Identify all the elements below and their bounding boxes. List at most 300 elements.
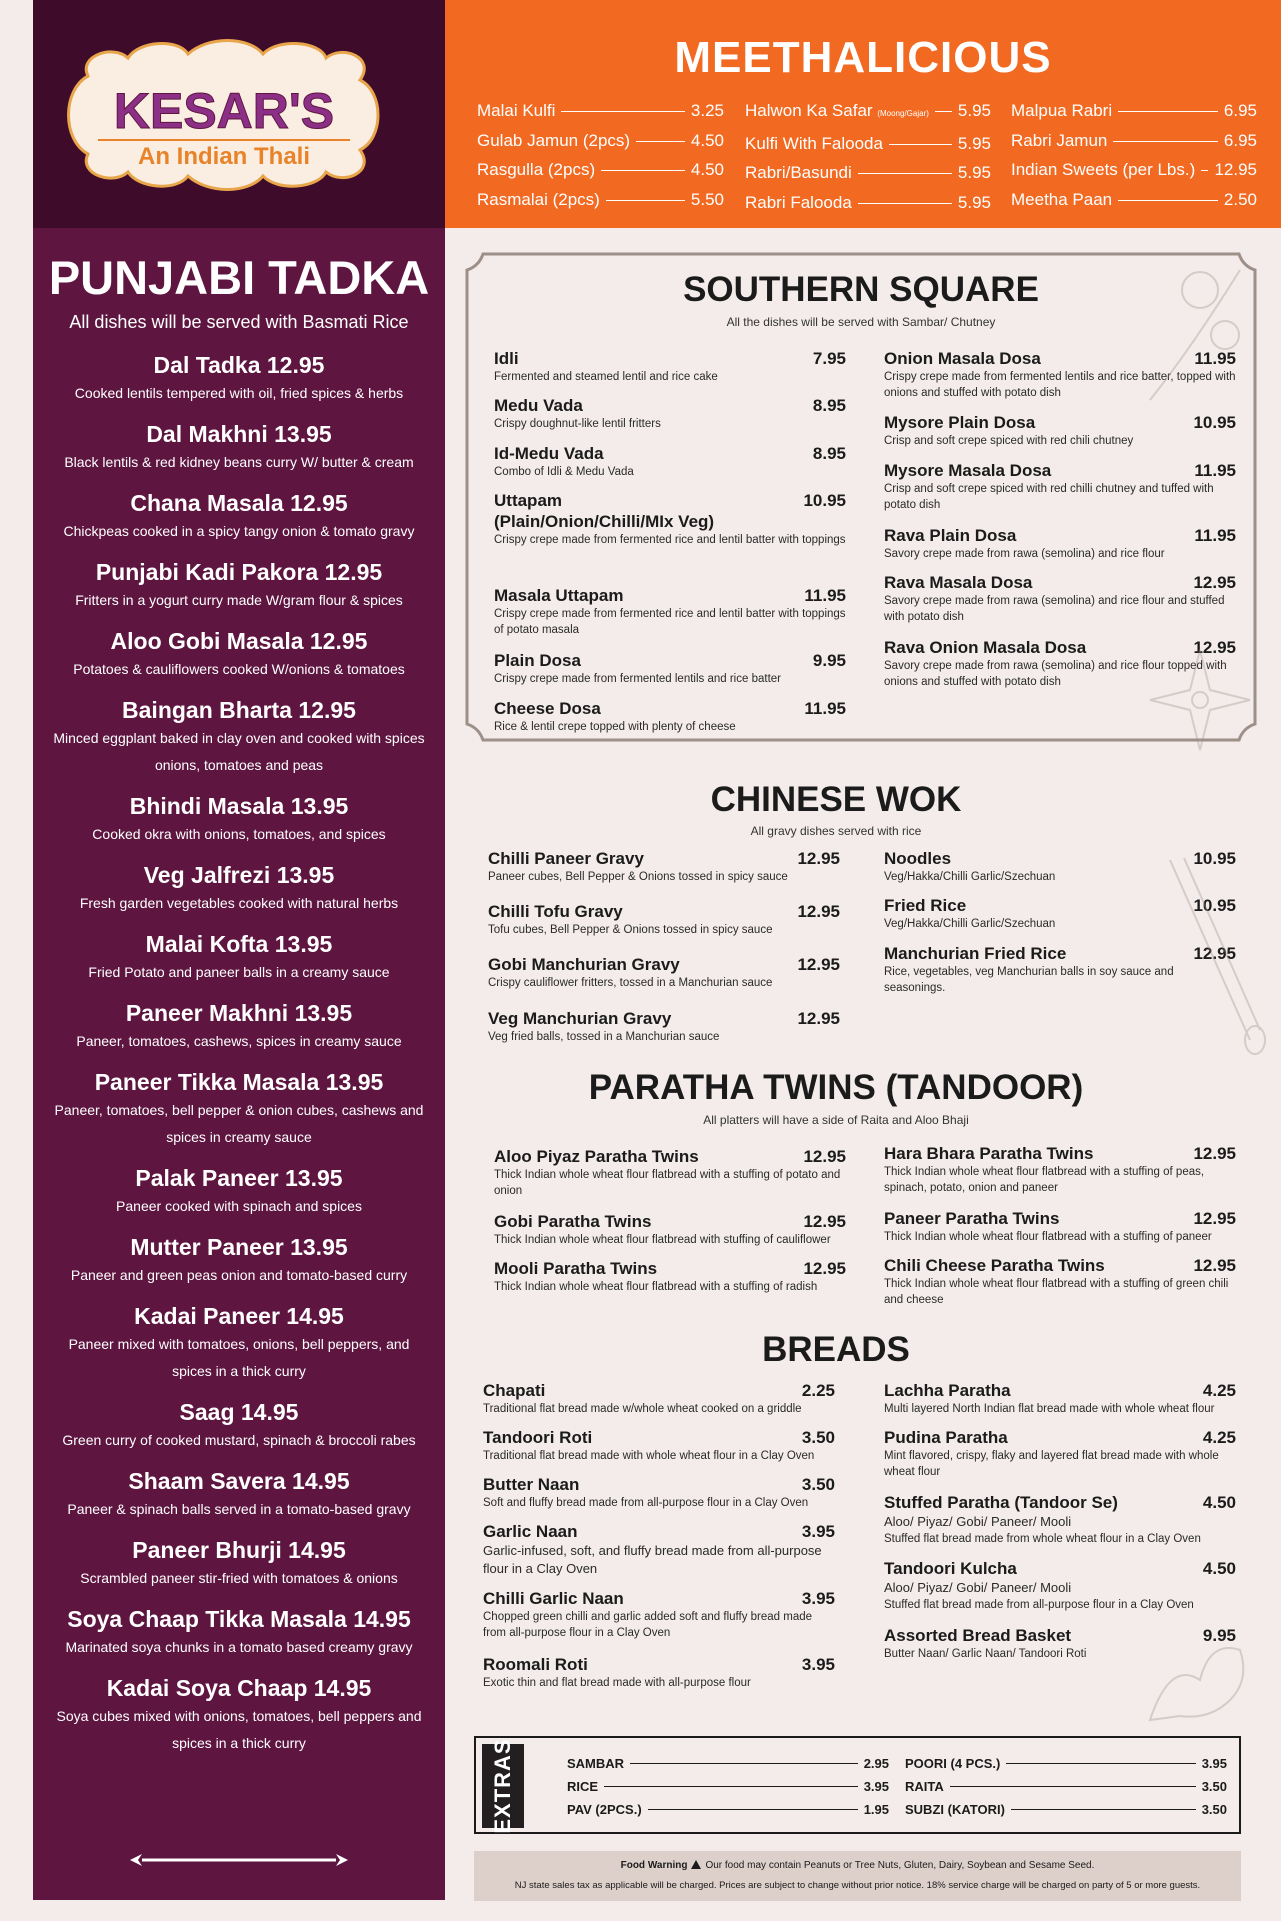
menu-item-name: Noodles xyxy=(884,849,952,868)
menu-item-description: Veg/Hakka/Chilli Garlic/Szechuan xyxy=(884,918,1056,930)
dessert-item xyxy=(477,96,724,126)
dish-description: Paneer & spinach balls served in a tomato-based gravy xyxy=(67,1501,411,1517)
punjabi-tadka-subtitle: All dishes will be served with Basmati Rice xyxy=(69,312,409,332)
chinese-wok-subtitle: All gravy dishes served with rice xyxy=(750,824,922,838)
menu-item-name: Plain Dosa xyxy=(494,651,581,670)
menu-item-name: Gobi Paratha Twins xyxy=(494,1212,652,1231)
menu-item-name: Chapati xyxy=(483,1381,546,1400)
menu-item-description: Crispy cauliflower fritters, tossed in a Manchurian sauce xyxy=(488,977,773,989)
dish-description: Minced eggplant baked in clay oven and cooked with spices onions, tomatoes and peas xyxy=(53,730,425,773)
menu-item xyxy=(494,1211,846,1248)
dessert-name-text: Kulfi With Falooda xyxy=(745,133,883,153)
menu-item-header xyxy=(488,1008,840,1029)
menu-item-header xyxy=(494,490,846,511)
extra-price: 3.95 xyxy=(1201,1756,1227,1771)
menu-item-description: Crispy doughnut-like lentil fritters xyxy=(494,418,661,430)
menu-item-name: Mysore Plain Dosa xyxy=(884,413,1036,432)
dessert-price: 5.50 xyxy=(690,189,724,209)
dish-name: Dal Tadka 12.95 xyxy=(153,352,325,378)
menu-item-description: Combo of Idli & Medu Vada xyxy=(494,466,634,478)
extra-item xyxy=(567,1775,889,1798)
menu-item-name: Rava Onion Masala Dosa xyxy=(884,638,1087,657)
menu-item xyxy=(494,490,846,548)
dish-name: Dal Makhni 13.95 xyxy=(146,421,332,447)
extra-price: 3.50 xyxy=(1201,1802,1227,1817)
menu-item-description: Tofu cubes, Bell Pepper & Onions tossed in spicy sauce xyxy=(488,924,773,936)
menu-item-price: 12.95 xyxy=(1193,1256,1236,1275)
menu-item-price: 4.50 xyxy=(1202,1559,1236,1578)
menu-item-description: Crispy crepe made from fermented lentils and rice batter xyxy=(494,673,781,685)
menu-item-header xyxy=(884,1208,1236,1229)
tax-notice: NJ state sales tax as applicable will be charged. Prices are subject to change without prior notice. 18% service charge will be charged on party of 5 or more guests. xyxy=(514,1880,1201,1891)
dessert-name xyxy=(745,188,852,218)
menu-item-price: 7.95 xyxy=(812,349,846,368)
dot-leader xyxy=(636,141,685,142)
menu-item xyxy=(483,1427,835,1464)
dish-name: Bhindi Masala 13.95 xyxy=(129,793,349,819)
food-warning-label: Food Warning xyxy=(620,1860,688,1871)
menu-item-name: Stuffed Paratha (Tandoor Se) xyxy=(884,1493,1118,1512)
menu-item-header xyxy=(494,698,846,719)
menu-item xyxy=(884,1427,1236,1480)
southern-square-title: SOUTHERN SQUARE xyxy=(683,270,1039,309)
dessert-name-text: Rabri/Basundi xyxy=(745,163,852,182)
menu-item-price: 12.95 xyxy=(803,1259,846,1278)
menu-item xyxy=(488,901,840,938)
menu-item-header xyxy=(483,1654,835,1675)
dot-leader xyxy=(858,203,952,204)
extra-price: 3.95 xyxy=(863,1779,889,1794)
menu-item xyxy=(884,1143,1236,1196)
menu-item-name: Chilli Tofu Gravy xyxy=(488,902,623,921)
extra-item xyxy=(905,1752,1227,1775)
menu-item-price: 12.95 xyxy=(1193,1209,1236,1228)
dessert-item xyxy=(1011,126,1257,156)
extra-name: RAITA xyxy=(905,1779,944,1794)
dish-description: Cooked lentils tempered with oil, fried spices & herbs xyxy=(74,385,404,401)
menu-item-name: Medu Vada xyxy=(494,396,583,415)
spice-sketch-icon xyxy=(1130,250,1260,410)
extra-name: PAV (2PCS.) xyxy=(567,1802,642,1817)
footer-notice xyxy=(474,1851,1241,1901)
dessert-price: 5.95 xyxy=(957,163,991,182)
menu-item xyxy=(483,1588,835,1641)
dish-description: Cooked okra with onions, tomatoes, and spices xyxy=(92,826,386,842)
dish-description: Fritters in a yogurt curry made W/gram flour & spices xyxy=(75,592,403,608)
dessert-price: 2.50 xyxy=(1223,189,1257,209)
dessert-price: 5.95 xyxy=(957,133,991,153)
dessert-name-text: Gulab Jamun (2pcs) xyxy=(477,130,631,150)
menu-item-description: Crisp and soft crepe spiced with red chilli chutney and tuffed with potato dish xyxy=(884,483,1214,511)
dish-description: Scrambled paneer stir-fried with tomatoes & onions xyxy=(80,1570,398,1586)
menu-item xyxy=(494,348,846,385)
menu-item-description: Paneer cubes, Bell Pepper & Onions tossed in spicy sauce xyxy=(488,871,788,883)
menu-item xyxy=(488,1008,840,1045)
dot-leader xyxy=(950,1786,1196,1787)
menu-item xyxy=(884,460,1236,513)
menu-item-description: Multi layered North Indian flat bread made with whole wheat flour xyxy=(884,1403,1215,1415)
dish-name: Veg Jalfrezi 13.95 xyxy=(143,862,335,888)
menu-item-name: Garlic Naan xyxy=(483,1522,578,1541)
menu-item-price: 10.95 xyxy=(1193,896,1236,915)
menu-item-price: 11.95 xyxy=(804,699,846,718)
dish-item xyxy=(48,350,430,407)
dessert-name xyxy=(477,155,595,185)
dish-name: Kadai Soya Chaap 14.95 xyxy=(106,1675,372,1701)
extra-name: SUBZI (KATORI) xyxy=(905,1802,1005,1817)
menu-item-price: 3.50 xyxy=(801,1475,835,1494)
menu-item-name: Mooli Paratha Twins xyxy=(494,1259,658,1278)
dessert-price: 5.95 xyxy=(957,192,991,212)
menu-item-price: 11.95 xyxy=(804,586,846,605)
extra-item xyxy=(567,1798,889,1821)
menu-item-name: Lachha Paratha xyxy=(884,1381,1011,1400)
dish-item xyxy=(48,1163,430,1220)
menu-item-header xyxy=(488,848,840,869)
menu-item-name: Hara Bhara Paratha Twins xyxy=(884,1144,1094,1163)
dish-name: Kadai Paneer 14.95 xyxy=(134,1303,344,1329)
menu-item-header xyxy=(884,1427,1236,1448)
menu-item-name: Id-Medu Vada xyxy=(494,444,604,463)
dessert-price: 4.50 xyxy=(690,130,724,150)
dot-leader xyxy=(648,1809,858,1810)
dessert-name xyxy=(1011,96,1112,126)
dessert-price: 6.95 xyxy=(1223,130,1257,150)
menu-item-description: Savory crepe made from rawa (semolina) and rice flour xyxy=(884,548,1165,560)
menu-item-name: Idli xyxy=(494,349,519,368)
menu-item-price: 12.95 xyxy=(797,1009,840,1028)
menu-item-price: 9.95 xyxy=(1202,1626,1236,1645)
dessert-name-text: Rasmalai (2pcs) xyxy=(477,189,600,209)
dessert-name-text: Indian Sweets (per Lbs.) xyxy=(1011,160,1196,179)
dessert-name-text: Malpua Rabri xyxy=(1011,101,1113,120)
menu-item-price: 12.95 xyxy=(803,1212,846,1231)
dish-name: Punjabi Kadi Pakora 12.95 xyxy=(95,559,383,585)
dish-name: Paneer Bhurji 14.95 xyxy=(132,1537,346,1563)
menu-item-description: Rice, vegetables, veg Manchurian balls in soy sauce and seasonings. xyxy=(884,966,1174,994)
menu-item-name: Assorted Bread Basket xyxy=(884,1626,1072,1645)
menu-item-name: Veg Manchurian Gravy xyxy=(488,1009,672,1028)
menu-item-header xyxy=(494,1211,846,1232)
menu-item-name: Chili Cheese Paratha Twins xyxy=(884,1256,1105,1275)
dessert-price: 5.95 xyxy=(957,101,991,120)
menu-item xyxy=(483,1474,835,1511)
menu-item xyxy=(488,954,840,991)
dot-leader xyxy=(1118,111,1218,112)
dot-leader xyxy=(1118,200,1218,201)
menu-item-price: 3.95 xyxy=(801,1589,835,1608)
svg-text:KESAR'S: KESAR'S xyxy=(113,83,335,139)
dish-name: Paneer Tikka Masala 13.95 xyxy=(94,1069,384,1095)
dessert-note: (Moong/Gajar) xyxy=(877,109,929,118)
chinese-wok-title: CHINESE WOK xyxy=(710,780,962,819)
dish-item xyxy=(48,695,430,779)
meethalicious-title: MEETHALICIOUS xyxy=(674,33,1052,82)
menu-item-header xyxy=(494,1258,846,1279)
dish-description: Paneer, tomatoes, cashews, spices in creamy sauce xyxy=(76,1033,402,1049)
cinnamon-stick-icon xyxy=(1160,850,1270,1070)
menu-item-price: 4.25 xyxy=(1202,1428,1236,1447)
menu-item-description: Thick Indian whole wheat flour flatbread with a stuffing of radish xyxy=(494,1281,818,1293)
menu-item-name: Paneer Paratha Twins xyxy=(884,1209,1060,1228)
divider-ornament xyxy=(130,1852,348,1868)
menu-item-description: Crispy crepe made from fermented rice and lentil batter with toppings xyxy=(494,534,846,546)
menu-item-description: Mint flavored, crispy, flaky and layered flat bread made with whole wheat flour xyxy=(884,1450,1219,1478)
menu-item-price: 8.95 xyxy=(812,444,846,463)
dish-name: Soya Chaap Tikka Masala 14.95 xyxy=(67,1606,411,1632)
menu-item-header xyxy=(494,650,846,671)
menu-item-name: Gobi Manchurian Gravy xyxy=(488,955,680,974)
extra-price: 1.95 xyxy=(863,1802,889,1817)
menu-item xyxy=(494,698,846,735)
menu-item-description: Rice & lentil crepe topped with plenty of cheese xyxy=(494,721,736,733)
menu-item-price: 12.95 xyxy=(1193,573,1236,592)
dish-name: Aloo Gobi Masala 12.95 xyxy=(110,628,368,654)
extras-label: EXTRAS xyxy=(490,1738,515,1834)
dessert-name xyxy=(745,158,852,188)
ginger-sketch-icon xyxy=(1140,1620,1260,1730)
dish-item xyxy=(48,1673,430,1757)
dot-leader xyxy=(1011,1809,1196,1810)
dot-leader xyxy=(1113,141,1218,142)
menu-item xyxy=(884,412,1236,449)
menu-item-header xyxy=(884,460,1236,481)
menu-item-description: Fermented and steamed lentil and rice cake xyxy=(494,371,718,383)
menu-item-header xyxy=(884,1380,1236,1401)
paratha-twins-title: PARATHA TWINS (TANDOOR) xyxy=(588,1068,1084,1107)
dessert-name xyxy=(477,126,630,156)
menu-item-variants: (Plain/Onion/Chilli/MIx Veg) xyxy=(494,512,715,531)
dessert-item xyxy=(1011,96,1257,126)
paratha-twins-subtitle: All platters will have a side of Raita and Aloo Bhaji xyxy=(703,1113,969,1127)
menu-item-price: 4.25 xyxy=(1202,1381,1236,1400)
menu-item-description: Veg fried balls, tossed in a Manchurian sauce xyxy=(488,1031,720,1043)
menu-item-price: 12.95 xyxy=(1193,1144,1236,1163)
menu-item-header xyxy=(494,395,846,416)
menu-item-header xyxy=(483,1521,835,1542)
menu-item xyxy=(488,848,840,885)
menu-item-header xyxy=(483,1380,835,1401)
menu-item-price: 12.95 xyxy=(1193,638,1236,657)
svg-text:An Indian Thali: An Indian Thali xyxy=(138,143,310,170)
menu-item-name: Masala Uttapam xyxy=(494,586,624,605)
menu-item-description: Exotic thin and flat bread made with all-purpose flour xyxy=(483,1677,751,1689)
menu-item-description: Thick Indian whole wheat flour flatbread with a stuffing of green chili and cheese xyxy=(884,1278,1229,1306)
dish-name: Baingan Bharta 12.95 xyxy=(122,697,356,723)
extra-item xyxy=(905,1775,1227,1798)
menu-item xyxy=(494,585,846,638)
dessert-name xyxy=(1011,155,1195,185)
menu-item-header xyxy=(884,1143,1236,1164)
dessert-item xyxy=(745,96,991,129)
dessert-name-text: Rabri Jamun xyxy=(1011,130,1108,150)
menu-item-name: Pudina Paratha xyxy=(884,1428,1008,1447)
menu-item-description: Traditional flat bread made with whole wheat flour in a Clay Oven xyxy=(483,1450,815,1462)
dish-item xyxy=(48,860,430,917)
menu-item-price: 3.95 xyxy=(801,1655,835,1674)
star-anise-icon xyxy=(1140,640,1260,760)
punjabi-tadka-title: PUNJABI TADKA xyxy=(48,251,430,304)
menu-item-price: 10.95 xyxy=(803,491,846,510)
menu-item-description: Butter Naan/ Garlic Naan/ Tandoori Roti xyxy=(884,1648,1087,1660)
dish-description: Fresh garden vegetables cooked with natural herbs xyxy=(79,895,399,911)
menu-item-header xyxy=(494,348,846,369)
extra-item xyxy=(905,1798,1227,1821)
menu-item-header xyxy=(494,585,846,606)
dot-leader xyxy=(935,111,952,112)
dot-leader xyxy=(604,1786,858,1787)
menu-item-header xyxy=(488,954,840,975)
menu-item xyxy=(494,1146,846,1199)
menu-item xyxy=(483,1380,835,1417)
dish-name: Palak Paneer 13.95 xyxy=(135,1165,343,1191)
menu-item-header xyxy=(483,1588,835,1609)
menu-item xyxy=(494,650,846,687)
dish-description: Marinated soya chunks in a tomato based creamy gravy xyxy=(65,1639,413,1655)
menu-item-price: 8.95 xyxy=(812,396,846,415)
extra-item xyxy=(567,1752,889,1775)
menu-item xyxy=(494,1258,846,1295)
dish-name: Paneer Makhni 13.95 xyxy=(125,1000,353,1026)
menu-item-description: Crisp and soft crepe spiced with red chili chutney xyxy=(884,435,1134,447)
menu-item-description: Traditional flat bread made w/whole wheat cooked on a griddle xyxy=(483,1403,802,1415)
menu-item-header xyxy=(884,412,1236,433)
dish-item xyxy=(48,626,430,683)
menu-item-description: Thick Indian whole wheat flour flatbread with a stuffing of paneer xyxy=(884,1231,1212,1243)
dish-item xyxy=(48,998,430,1055)
menu-item-header xyxy=(884,1492,1236,1513)
extra-price: 3.50 xyxy=(1201,1779,1227,1794)
menu-item-price: 3.50 xyxy=(801,1428,835,1447)
menu-item-name: Roomali Roti xyxy=(483,1655,588,1674)
dish-description: Soya cubes mixed with onions, tomatoes, bell peppers and spices in a thick curry xyxy=(56,1708,422,1751)
menu-item xyxy=(483,1521,835,1578)
menu-item-header xyxy=(483,1427,835,1448)
menu-item xyxy=(494,395,846,432)
menu-item-header xyxy=(884,1558,1236,1579)
dish-item xyxy=(48,1604,430,1661)
dessert-name xyxy=(477,185,600,215)
menu-item xyxy=(884,1380,1236,1417)
punjabi-tadka-list xyxy=(48,350,430,1769)
extras-box xyxy=(474,1736,1241,1834)
dish-description: Chickpeas cooked in a spicy tangy onion & tomato gravy xyxy=(63,523,415,539)
menu-item-header xyxy=(488,901,840,922)
dessert-name-text: Rabri Falooda xyxy=(745,192,852,212)
menu-item-name: Mysore Masala Dosa xyxy=(884,461,1052,480)
menu-item xyxy=(884,1492,1236,1547)
menu-item-name: Chilli Paneer Gravy xyxy=(488,849,644,868)
menu-item-price: 12.95 xyxy=(1193,944,1236,963)
extra-name: SAMBAR xyxy=(567,1756,625,1771)
dessert-name xyxy=(1011,185,1112,215)
dish-description: Paneer cooked with spinach and spices xyxy=(116,1198,362,1214)
dessert-name-text: Malai Kulfi xyxy=(477,101,556,120)
dish-item xyxy=(48,1301,430,1385)
menu-item-name: Rava Plain Dosa xyxy=(884,526,1017,545)
menu-item-description: Crispy crepe made from fermented rice and lentil batter with toppings of potato masala xyxy=(494,608,846,636)
kesars-logo xyxy=(58,36,390,194)
dish-description: Paneer, tomatoes, bell pepper & onion cubes, cashews and spices in creamy sauce xyxy=(54,1102,424,1145)
menu-item xyxy=(494,443,846,480)
dot-leader xyxy=(561,111,684,112)
dish-item xyxy=(48,557,430,614)
menu-item-name: Tandoori Roti xyxy=(483,1428,593,1447)
menu-item-price: 11.95 xyxy=(1194,349,1236,368)
food-warning-text: Our food may contain Peanuts or Tree Nuts, Gluten, Dairy, Soybean and Sesame Seed. xyxy=(705,1860,1095,1871)
menu-item-price: 10.95 xyxy=(1193,849,1236,868)
food-warning xyxy=(474,1860,1241,1871)
menu-item-description: Crispy crepe made from fermented lentils and rice batter, topped with onions and stuffed with potato dish xyxy=(884,371,1236,399)
dish-description: Paneer and green peas onion and tomato-based curry xyxy=(70,1267,408,1283)
dish-description: Paneer mixed with tomatoes, onions, bell peppers, and spices in a thick curry xyxy=(68,1336,410,1379)
dish-description: Potatoes & cauliflowers cooked W/onions & tomatoes xyxy=(73,661,405,677)
menu-item-description: Savory crepe made from rawa (semolina) and rice flour and stuffed with potato dish xyxy=(884,595,1225,623)
dot-leader xyxy=(630,1763,858,1764)
menu-item-header xyxy=(884,572,1236,593)
dish-item xyxy=(48,1232,430,1289)
menu-item-description: Veg/Hakka/Chilli Garlic/Szechuan xyxy=(884,871,1056,883)
dish-name: Malai Kofta 13.95 xyxy=(145,931,333,957)
menu-item-description: Stuffed flat bread made from whole wheat flour in a Clay Oven xyxy=(884,1533,1201,1545)
dish-name: Chana Masala 12.95 xyxy=(130,490,348,516)
menu-item-name: Manchurian Fried Rice xyxy=(884,944,1067,963)
dot-leader xyxy=(1006,1763,1195,1764)
menu-item-price: 12.95 xyxy=(797,902,840,921)
menu-item-name: Chilli Garlic Naan xyxy=(483,1589,624,1608)
dessert-column xyxy=(477,96,724,214)
menu-item-price: 9.95 xyxy=(812,651,846,670)
dish-item xyxy=(48,1067,430,1151)
menu-item-price: 12.95 xyxy=(797,955,840,974)
menu-item-options: Aloo/ Piyaz/ Gobi/ Paneer/ Mooli xyxy=(884,1514,1072,1529)
dessert-name-text: Rasgulla (2pcs) xyxy=(477,160,596,179)
southern-square-subtitle: All the dishes will be served with Sambar/ Chutney xyxy=(726,315,996,329)
menu-item-description: Soft and fluffy bread made from all-purpose flour in a Clay Oven xyxy=(483,1497,809,1509)
menu-item-name: Tandoori Kulcha xyxy=(884,1559,1017,1578)
menu-item xyxy=(884,525,1236,562)
breads-title: BREADS xyxy=(762,1330,910,1369)
dessert-item xyxy=(477,185,724,215)
menu-item-name: Aloo Piyaz Paratha Twins xyxy=(494,1147,699,1166)
menu-item-header xyxy=(483,1474,835,1495)
dessert-price: 3.25 xyxy=(690,101,724,120)
menu-item-header xyxy=(494,443,846,464)
dessert-item xyxy=(745,158,991,188)
menu-item xyxy=(884,1558,1236,1613)
menu-item-price: 11.95 xyxy=(1194,461,1236,480)
dessert-price: 12.95 xyxy=(1214,160,1257,179)
menu-item-price: 10.95 xyxy=(1193,413,1236,432)
dish-name: Mutter Paneer 13.95 xyxy=(130,1234,348,1260)
dessert-name xyxy=(1011,126,1107,156)
dessert-item xyxy=(745,188,991,218)
menu-item-description: Stuffed flat bread made from all-purpose flour in a Clay Oven xyxy=(884,1599,1194,1611)
dot-leader xyxy=(889,144,952,145)
menu-item xyxy=(483,1654,835,1691)
menu-item-price: 2.25 xyxy=(801,1381,835,1400)
menu-item-description: Garlic-infused, soft, and fluffy bread made from all-purpose flour in a Clay Oven xyxy=(483,1543,822,1576)
extras-column xyxy=(567,1752,889,1821)
menu-item-name: Fried Rice xyxy=(884,896,967,915)
menu-item-header xyxy=(494,1146,846,1167)
dessert-name xyxy=(745,129,883,159)
menu-item-header xyxy=(884,525,1236,546)
menu-item-description: Thick Indian whole wheat flour flatbread with a stuffing of peas, spinach, potato, onion and paneer xyxy=(884,1166,1205,1194)
dessert-item xyxy=(745,129,991,159)
dessert-item xyxy=(477,126,724,156)
dot-leader xyxy=(1201,170,1208,171)
